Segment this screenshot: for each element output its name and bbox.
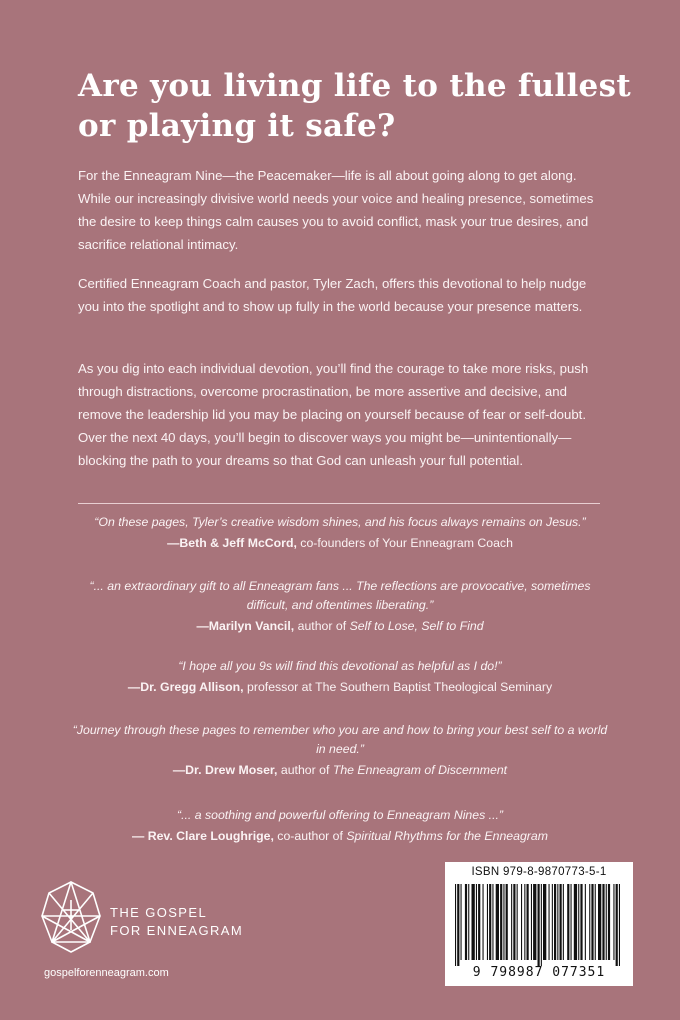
endorser-role: author of <box>277 763 333 777</box>
barcode-bar <box>543 884 546 960</box>
publisher-line1: THE GOSPEL <box>110 905 208 920</box>
barcode-bar <box>606 884 607 960</box>
endorsement <box>70 657 610 697</box>
barcode-bar <box>589 884 590 960</box>
endorser-role: co-author of <box>273 829 347 843</box>
barcode-bar <box>461 884 462 960</box>
endorsement-quote: “... a soothing and powerful offering to Enneagram Nines ...” <box>176 808 504 822</box>
barcode-bar <box>563 884 564 960</box>
endorsement-attribution <box>70 678 610 697</box>
endorsement <box>70 513 610 553</box>
barcode-bar <box>549 884 550 960</box>
endorser-name: — Rev. Clare Loughrige, <box>131 829 274 843</box>
barcode-bar <box>533 884 536 960</box>
headline: Are you living life to the fullest or playing it safe? <box>78 68 631 144</box>
barcode-bar <box>503 884 504 960</box>
barcode-bar <box>567 884 569 960</box>
barcode-bar <box>521 884 522 960</box>
endorsement-quote: “... an extraordinary gift to all Enneagram fans ... The reflections are provocative, sometimes difficult, and oftentimes liberating.” <box>89 579 591 612</box>
enneagram-logo-icon <box>38 878 104 956</box>
divider <box>78 503 600 504</box>
isbn-digits: 9 798987 077351 <box>472 965 606 980</box>
barcode-bar <box>560 884 562 960</box>
barcode-bar <box>472 884 475 960</box>
barcode-bar <box>619 884 620 966</box>
barcode-bar <box>457 884 459 966</box>
barcode-bar <box>511 884 512 960</box>
barcode-bar <box>595 884 596 960</box>
barcode-bar <box>602 884 604 960</box>
barcode-bar <box>489 884 491 960</box>
barcode-bar <box>468 884 469 960</box>
barcode-bar <box>455 884 456 966</box>
website-link[interactable]: gospelforenneagram.com <box>44 967 169 979</box>
barcode-bar <box>613 884 614 960</box>
barcode-bar <box>538 884 540 966</box>
barcode-bar <box>552 884 553 960</box>
endorser-role: author of <box>294 619 350 633</box>
barcode-bar <box>598 884 601 960</box>
barcode-bar <box>557 884 558 960</box>
barcode-bar <box>541 884 542 966</box>
barcode-bar <box>591 884 593 960</box>
barcode-bar <box>531 884 532 960</box>
barcode <box>445 862 633 986</box>
isbn-label: ISBN 979-8-9870773-5-1 <box>471 866 607 878</box>
devotion-paragraph: As you dig into each individual devotion, you’ll find the courage to take more risks, push through distractions, overcome procrastination, be more assertive and decisive, and remove the leadership lid you may be placing on yourself because of fear or self-doubt. Over the next 40 days, you’ll begin to discover ways you might be—unintentionally—blocking the path to your dreams so that God can unleash your full potential. <box>78 361 589 468</box>
barcode-bar <box>616 884 618 966</box>
barcode-bar <box>608 884 610 960</box>
barcode-bar <box>465 884 467 960</box>
endorser-name: —Dr. Drew Moser, <box>172 763 278 777</box>
author-paragraph: Certified Enneagram Coach and pastor, Tyler Zach, offers this devotional to help nudge you into the spotlight and to show up fully in the world because your presence matters. <box>78 276 587 314</box>
barcode-bar <box>554 884 556 960</box>
endorsement <box>70 806 610 846</box>
barcode-bar <box>500 884 502 960</box>
endorsement <box>70 577 610 636</box>
endorser-name: —Beth & Jeff McCord, <box>167 536 297 550</box>
endorser-book: Self to Lose, Self to Find <box>349 619 484 633</box>
barcode-bar <box>506 884 508 960</box>
endorsement-quote: “Journey through these pages to remember who you are and how to bring your best self to a world in need.” <box>72 723 608 756</box>
endorser-book: The Enneagram of Discernment <box>332 763 508 777</box>
barcode-bar <box>492 884 493 960</box>
publisher-line2: FOR ENNEAGRAM <box>110 923 244 938</box>
barcode-bar <box>496 884 499 960</box>
endorser-book: Spiritual Rhythms for the Enneagram <box>346 829 548 843</box>
barcode-bar <box>527 884 529 960</box>
barcode-bar <box>574 884 577 960</box>
barcode-bar <box>478 884 480 960</box>
intro-paragraph: For the Enneagram Nine—the Peacemaker—life is all about going along to get along. While our increasingly divisive world needs your voice and healing presence, sometimes the desire to keep things calm causes you to avoid conflict, mask your true desires, and sacrifice relational intimacy. <box>78 168 594 252</box>
endorsement-attribution <box>70 761 610 780</box>
endorsement-attribution <box>70 534 610 553</box>
endorsement-quote: “I hope all you 9s will find this devotional as helpful as I do!” <box>178 659 502 673</box>
endorsement-attribution <box>70 617 610 636</box>
barcode-bar <box>571 884 572 960</box>
barcode-bar <box>476 884 477 960</box>
barcode-bar <box>578 884 579 960</box>
endorser-role: professor at The Southern Baptist Theological Seminary <box>243 680 553 694</box>
barcode-bar <box>487 884 488 960</box>
endorser-role: co-founders of Your Enneagram Coach <box>296 536 513 550</box>
barcode-bars <box>453 884 625 966</box>
endorser-name: —Dr. Gregg Allison, <box>127 680 244 694</box>
barcode-bar <box>513 884 515 960</box>
barcode-bar <box>483 884 484 960</box>
barcode-bar <box>524 884 525 960</box>
endorsement-quote: “On these pages, Tyler’s creative wisdom shines, and his focus always remains on Jesus.” <box>94 515 586 529</box>
barcode-bar <box>517 884 518 960</box>
endorsement <box>70 721 610 780</box>
publisher-name <box>110 904 243 940</box>
barcode-bar <box>580 884 582 960</box>
endorser-name: —Marilyn Vancil, <box>196 619 295 633</box>
endorsement-attribution <box>70 827 610 846</box>
barcode-bar <box>585 884 586 960</box>
